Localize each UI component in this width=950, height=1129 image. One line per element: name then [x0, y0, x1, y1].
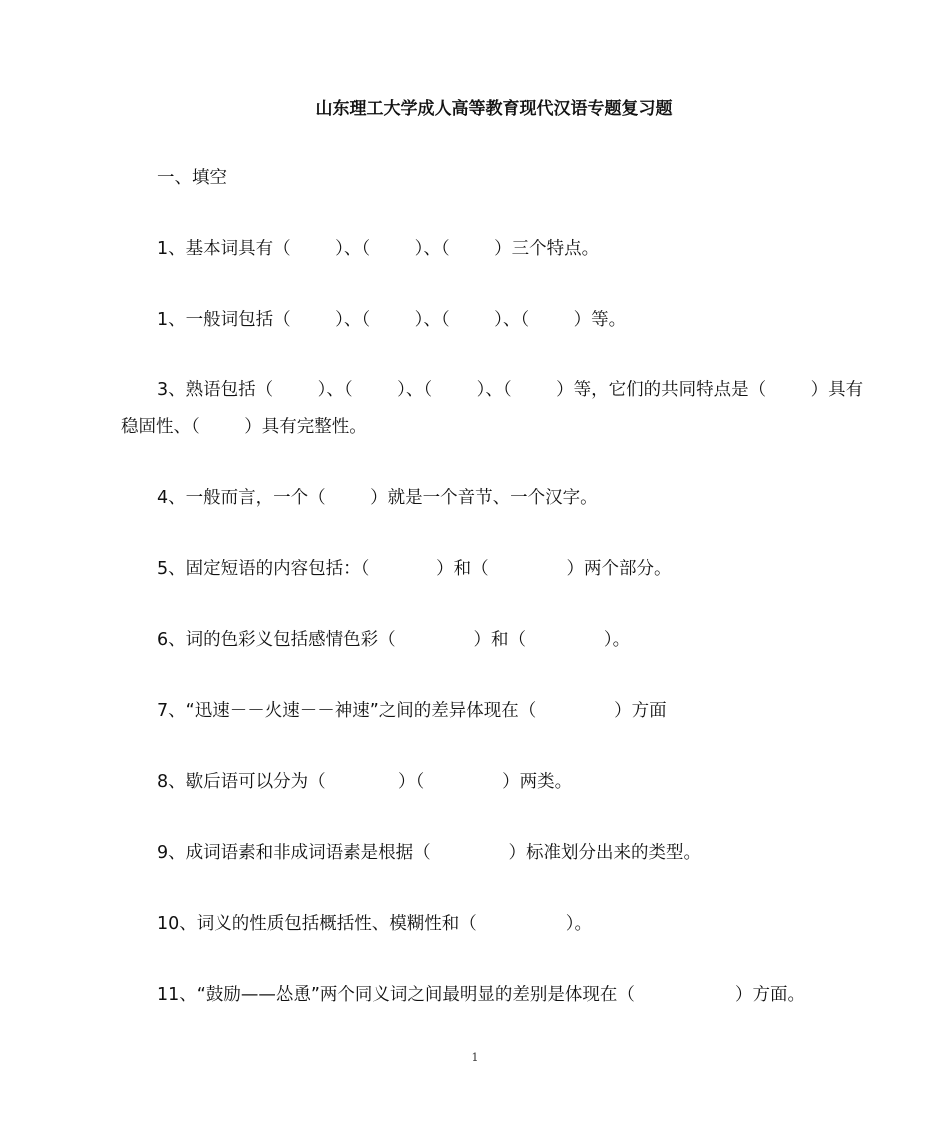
question-line-continuation: 稳固性、（ ）具有完整性。 — [121, 417, 367, 437]
question-line: 4、一般而言，一个（ ）就是一个音节、一个汉字。 — [157, 488, 598, 508]
question-line: 5、固定短语的内容包括：（ ）和（ ）两个部分。 — [157, 559, 672, 579]
question-line: 8、歇后语可以分为（ ）（ ）两类。 — [157, 772, 573, 792]
page-title: 山东理工大学成人高等教育现代汉语专题复习题 — [315, 99, 673, 119]
question-line: 10、词义的性质包括概括性、模糊性和（ ）。 — [157, 914, 593, 934]
section-heading: 一、填空 — [157, 168, 227, 188]
question-line: 3、熟语包括（ ）、（ ）、（ ）、（ ）等，它们的共同特点是（ ）具有 — [157, 380, 864, 400]
question-line: 1、一般词包括（ ）、（ ）、（ ）、（ ）等。 — [157, 310, 627, 330]
question-line: 6、词的色彩义包括感情色彩（ ）和（ ）。 — [157, 630, 631, 650]
question-line: 9、成词语素和非成词语素是根据（ ）标准划分出来的类型。 — [157, 843, 702, 863]
question-line: 11、“鼓励——怂恿”两个同义词之间最明显的差别是体现在（ ）方面。 — [157, 985, 806, 1005]
question-line: 7、“迅速－－火速－－神速”之间的差异体现在（ ）方面 — [157, 701, 667, 721]
page-number: 1 — [471, 1051, 479, 1064]
question-line: 1、基本词具有（ ）、（ ）、（ ）三个特点。 — [157, 239, 600, 259]
